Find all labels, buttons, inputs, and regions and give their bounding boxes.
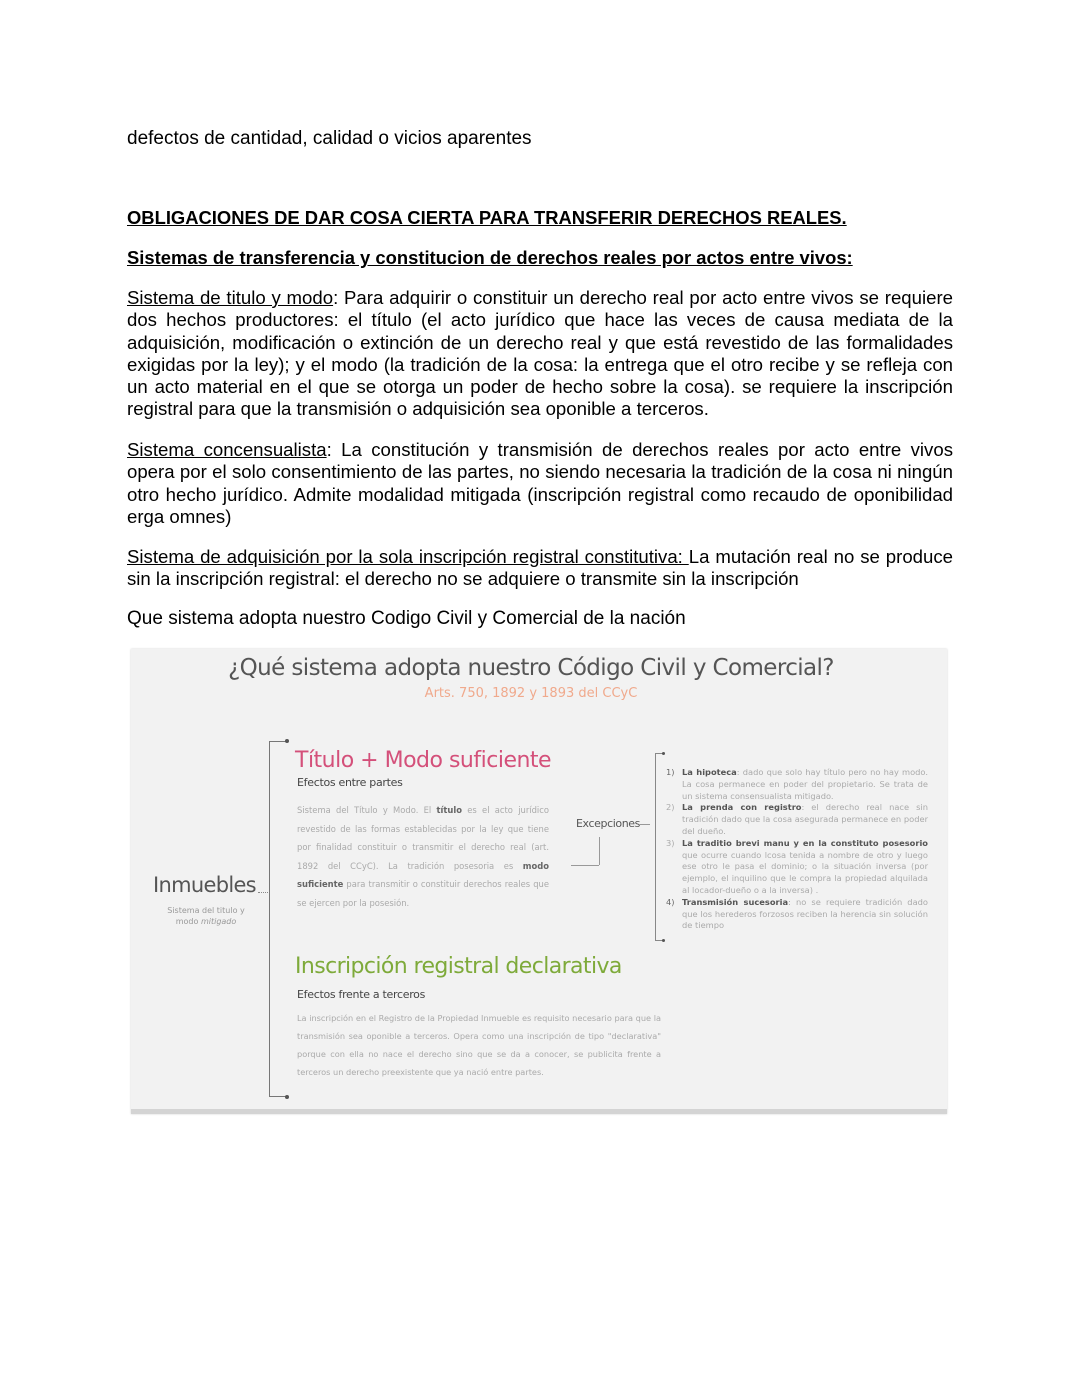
text-line: defectos de cantidad, calidad o vicios aparentes bbox=[127, 128, 532, 149]
paragraph-titulo-modo bbox=[127, 287, 953, 421]
infographic-title: ¿Qué sistema adopta nuestro Código Civil y Comercial? bbox=[228, 655, 834, 681]
paragraph-concensualista bbox=[127, 439, 953, 528]
section-heading: OBLIGACIONES DE DAR COSA CIERTA PARA TRANSFERIR DERECHOS REALES. bbox=[127, 207, 847, 228]
infographic-subtitle: Arts. 750, 1892 y 1893 del CCyC bbox=[424, 686, 638, 701]
titulo-modo-body: Sistema del Título y Modo. El título es el acto jurídico revestido de las formas establecidas por la ley que tiene por finalidad constituir o transmitir el derecho real (art. 1892 del CCyC). La tradición posesoria es modo suficiente para transmitir o constituir derechos reales que se ejercen por la posesión. bbox=[297, 805, 549, 908]
paragraph-text: : La constitución y transmisión de derechos reales por acto entre vivos opera por el solo consentimiento de las partes, no siendo necesaria la tradición de la cosa ni ningún otro hecho jurídico. Admite modalidad mitigada (inscripción registral como recaudo de oponibilidad erga omnes) bbox=[127, 439, 953, 527]
connector-line bbox=[599, 837, 600, 865]
inscripcion-subheading: Efectos frente a terceros bbox=[297, 988, 426, 1001]
inscripcion-body: La inscripción en el Registro de la Propiedad Inmueble es requisito necesario para que la transmisión sea oponible a terceros. Opera como una inscripción de tipo "declarativa" porque con ella no nace el derecho sino que se da a conocer, se publicita frente a terceros un derecho preexistente que ya nació entre partes. bbox=[297, 1013, 661, 1077]
inmuebles-label: Inmuebles bbox=[153, 873, 256, 897]
subsection-heading: Sistemas de transferencia y constitucion de derechos reales por actos entre vivos: bbox=[127, 247, 853, 268]
paragraph-text: La mutación real no se produce sin la inscripción registral: el derecho no se adquiere o transmite sin la inscripción bbox=[127, 546, 953, 590]
question-line: Que sistema adopta nuestro Codigo Civil y Comercial de la nación bbox=[127, 608, 686, 629]
paragraph-inscripcion bbox=[127, 546, 953, 591]
titulo-modo-subheading: Efectos entre partes bbox=[297, 776, 403, 789]
connector-line bbox=[640, 824, 650, 825]
connector-line bbox=[571, 865, 599, 866]
paragraph-text: : Para adquirir o constituir un derecho real por acto entre vivos se requiere dos hechos productores: el título (el acto jurídico que hace las veces de causa mediata de la adquisición, modificación o extinción de un derecho real y que está revestido de las formalidades exigidas por la ley); y el modo (la tradición de la cosa: la entrega que el otro recibe y se refleja con un acto material en el que se otorga un poder de hecho sobre la cosa). se requiere la inscripción registral para que la transmisión o adquisición sea oponible a terceros. bbox=[127, 287, 953, 420]
list-item: 1) La hipoteca: dado que solo hay título pero no hay modo. La cosa permanece en poder del propietario. Se trata de un sistema consensualista mitigado. bbox=[666, 767, 928, 801]
excepciones-label: Excepciones bbox=[576, 817, 640, 830]
exceptions-list bbox=[666, 767, 928, 932]
list-item: 4) Transmisión sucesoria: no se requiere tradición dado que los herederos forzosos reciben la herencia sin solución de tiempo bbox=[666, 896, 928, 931]
term-inscripcion: Sistema de adquisición por la sola inscripción registral constitutiva: bbox=[127, 546, 689, 567]
infographic bbox=[131, 649, 947, 1114]
inscripcion-heading: Inscripción registral declarativa bbox=[295, 954, 622, 979]
titulo-modo-heading: Título + Modo suficiente bbox=[295, 748, 552, 773]
exceptions-bracket bbox=[655, 753, 663, 941]
main-bracket bbox=[269, 741, 286, 1097]
inmuebles-sublabel: Sistema del titulo y modo mitigado bbox=[167, 906, 245, 926]
term-titulo-modo: Sistema de titulo y modo bbox=[127, 287, 334, 308]
term-concensualista: Sistema concensualista bbox=[127, 439, 327, 460]
list-item: 2) La prenda con registro: el derecho real nace sin tradición dado que la cosa asegurada permanece en poder del dueño. bbox=[666, 802, 928, 836]
list-item: 3) La traditio brevi manu y en la constituto posesorio que ocurre cuando lcosa tenida a nombre de otro y luego ese otro le pasa el dominio; o la situación inversa (por ejemplo, el inquilino que le compra la propiedad alquilada al locador-dueño o a la inversa) . bbox=[666, 837, 928, 895]
